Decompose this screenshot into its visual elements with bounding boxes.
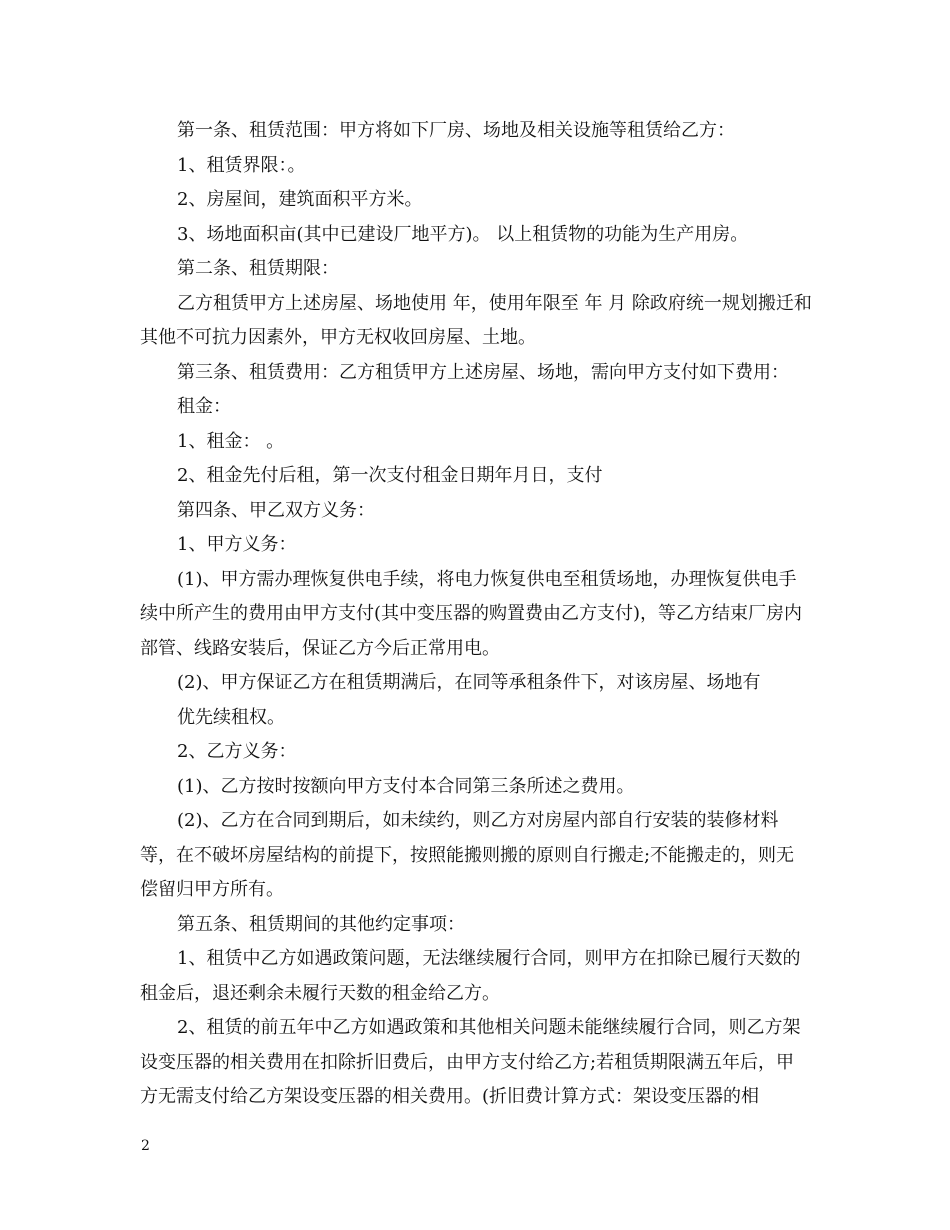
- party-a-duty-2: (2)、甲方保证乙方在租赁期满后，在同等承租条件下，对该房屋、场地有: [177, 672, 761, 693]
- rent-item-1: 1、租金： 。: [177, 430, 285, 452]
- party-b-duty-2: (2)、乙方在合同到期后，如未续约，则乙方对房屋内部自行安装的装修材料等，在不破坏房屋结构的前提下，按照能搬则搬的原则自行搬走;不能搬走的，则无偿留归甲方所有。: [140, 810, 795, 900]
- party-a-duties-heading: 1、甲方义务：: [177, 534, 297, 555]
- party-a-duty-2-continued: 优先续租权。: [177, 706, 285, 728]
- article-5-item-1: 1、租赁中乙方如遇政策问题，无法继续履行合同，则甲方在扣除已履行天数的租金后，退还剩余未履行天数的租金给乙方。: [140, 948, 801, 1004]
- article-1-heading: 第一条、租赁范围：甲方将如下厂房、场地及相关设施等租赁给乙方：: [177, 120, 735, 141]
- article-1-item-3: 3、场地面积亩(其中已建设厂地平方)。 以上租赁物的功能为生产用房。: [177, 223, 749, 245]
- article-1-item-2: 2、房屋间，建筑面积平方米。: [177, 189, 423, 210]
- article-2-body: 乙方租赁甲方上述房屋、场地使用 年，使用年限至 年 月 除政府统一规划搬迁和其他不可抗力因素外，甲方无权收回房屋、土地。: [140, 292, 812, 348]
- article-3-heading: 第三条、租赁费用：乙方租赁甲方上述房屋、场地，需向甲方支付如下费用：: [177, 361, 789, 383]
- party-a-duty-1: (1)、甲方需办理恢复供电手续，将电力恢复供电至租赁场地，办理恢复供电手续中所产生的费用由甲方支付(其中变压器的购置费由乙方支付)，等乙方结束厂房内部管、线路安装后，保证乙方今后正常用电。: [140, 568, 803, 659]
- article-2-heading: 第二条、租赁期限：: [177, 258, 339, 279]
- rent-item-2: 2、租金先付后租，第一次支付租金日期年月日，支付: [177, 465, 603, 486]
- party-b-duty-1: (1)、乙方按时按额向甲方支付本合同第三条所述之费用。: [177, 775, 635, 797]
- document-body: [140, 114, 812, 1115]
- article-1-item-1: 1、租赁界限：。: [177, 154, 306, 176]
- article-4-heading: 第四条、甲乙双方义务：: [177, 499, 375, 521]
- party-b-duties-heading: 2、乙方义务：: [177, 741, 297, 762]
- rent-label: 租金：: [177, 396, 231, 417]
- article-5-item-2: 2、租赁的前五年中乙方如遇政策和其他相关问题未能继续履行合同，则乙方架设变压器的相关费用在扣除折旧费后，由甲方支付给乙方;若租赁期限满五年后，甲方无需支付给乙方架设变压器的相关费用。(折旧费计算方式：架设变压器的相: [140, 1017, 801, 1107]
- article-5-heading: 第五条、租赁期间的其他约定事项：: [177, 913, 465, 935]
- page-number: 2: [141, 1138, 150, 1154]
